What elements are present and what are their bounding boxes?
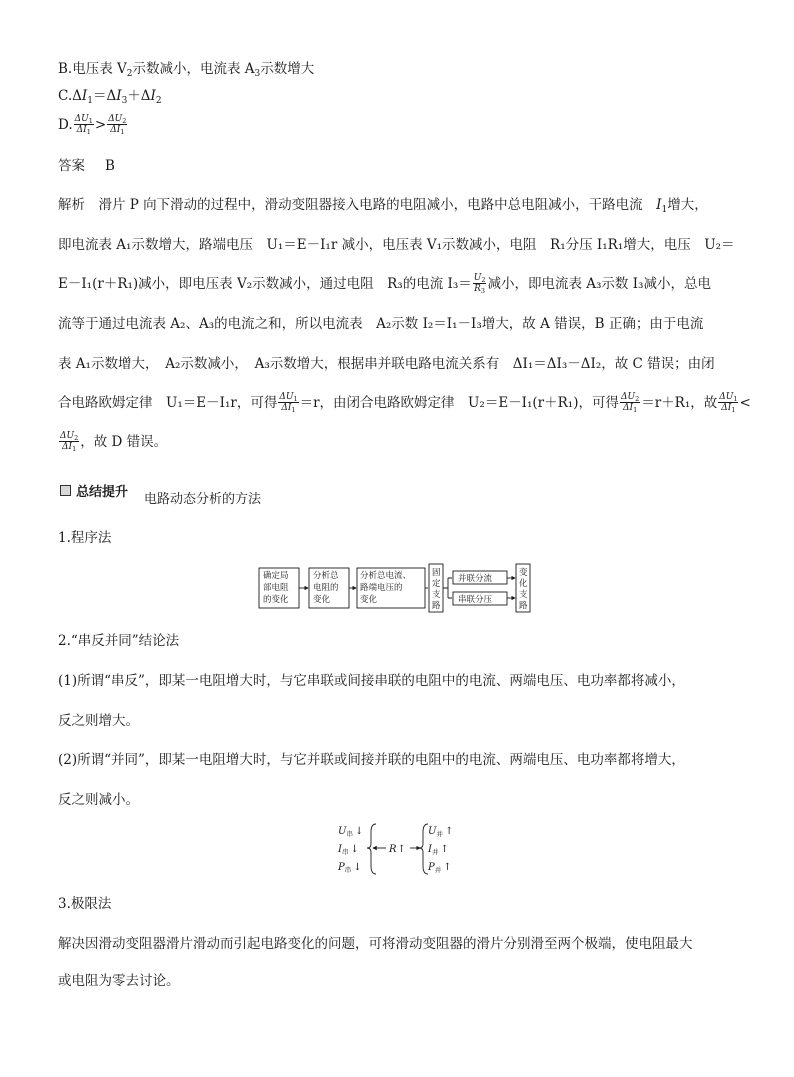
flow-box-4-char-2: 定 xyxy=(432,579,441,589)
fraction: $\frac{\Delta U_1}{\Delta I_1}$ xyxy=(719,392,738,414)
svg-text:P串↓ xyxy=(337,862,362,874)
subscript: 3 xyxy=(254,69,261,79)
svg-text:R↑ xyxy=(388,844,406,855)
option-b xyxy=(58,59,314,79)
right-sub-1: 并 xyxy=(436,830,443,838)
up-arrow-icon: ↑ xyxy=(444,826,454,837)
option-b-text: 示数减小，电流表 A xyxy=(132,61,255,77)
option-c-label: C.Δ xyxy=(58,88,82,104)
analysis-line-4: 流等于通过电流表 A₂、A₃的电流之和，所以电流表 A₂示数 I₂＝I₁－I₃增大，故 A 错误，B 正确；由于电流 xyxy=(58,316,704,332)
right-var-3: P xyxy=(428,862,435,873)
down-arrow-icon: ↓ xyxy=(354,826,364,837)
flow-box-1-line-1: 确定局 xyxy=(263,571,289,581)
svg-text:I串↓ xyxy=(337,844,359,856)
flow-box-7-char-2: 化 xyxy=(519,579,528,589)
flow-box-1-line-2: 部电阻 xyxy=(263,583,289,593)
flow-box-2-line-2: 电阻的 xyxy=(313,583,339,593)
svg-text:P并↑ xyxy=(427,862,452,874)
var: I xyxy=(116,88,122,104)
left-sub-2: 串 xyxy=(341,848,349,856)
down-arrow-icon: ↓ xyxy=(353,862,362,873)
up-arrow-icon: ↑ xyxy=(443,862,452,873)
option-d xyxy=(58,115,128,136)
option-c xyxy=(58,86,162,106)
fraction: $\frac{U_2}{R_3}$ xyxy=(473,273,486,295)
flow-box-6-label: 串联分压 xyxy=(458,595,493,605)
analysis-line-6: 合电路欧姆定律 U₁＝E－I₁r，可得 $\frac{\Delta U_1}{\Delta I_1}$ ＝r，由闭合电路欧姆定律 U₂＝E－I₁(r＋R₁)，可得 $\frac{\Delta U_2}{\Delta I_1}$ ＝r＋R₁，故 $\frac{\Delta U_1}{\Delta I_1}$ < xyxy=(58,392,751,414)
svg-text:U串↓ xyxy=(338,826,363,838)
left-brace xyxy=(367,824,376,874)
flow-box-3-line-1: 分析总电流、 xyxy=(360,571,412,581)
right-var-1: U xyxy=(428,826,437,837)
fraction: $\frac{\Delta U_2}{\Delta I_1}$ xyxy=(620,392,640,414)
svg-text:U并↑ xyxy=(428,826,453,838)
right-sub-2: 并 xyxy=(431,848,439,856)
left-var-1: U xyxy=(338,826,347,837)
flow-box-4-char-3: 支 xyxy=(432,590,441,600)
analysis-line-5: 表 A₁示数增大， A₂示数减小， A₃示数增大，根据串并联电路电流关系有 ΔI₁＝ΔI₃－ΔI₂，故 C 错误；由闭 xyxy=(58,356,715,372)
svg-text:I并↑ xyxy=(427,844,449,856)
square-bullet-icon xyxy=(60,485,71,496)
right-sub-3: 并 xyxy=(434,866,442,874)
up-arrow-icon: ↑ xyxy=(440,844,449,855)
left-var-2: I xyxy=(338,844,342,855)
subscript: 2 xyxy=(155,96,162,106)
var: I xyxy=(81,88,88,104)
answer-value: B xyxy=(105,158,115,174)
method-1-heading: 1.程序法 xyxy=(58,530,112,546)
left-sub-1: 串 xyxy=(346,830,353,838)
flow-box-1-line-3: 的变化 xyxy=(263,595,289,605)
subscript: 2 xyxy=(126,69,133,79)
method-3-para-b: 或电阻为零去讨论。 xyxy=(58,973,180,989)
flow-box-3-line-3: 变化 xyxy=(360,595,378,605)
var: I xyxy=(150,88,156,104)
series-parallel-rule-diagram xyxy=(336,820,466,878)
subscript: 1 xyxy=(87,96,93,106)
flow-box-7-char-1: 变 xyxy=(519,568,528,578)
flow-box-3-line-2: 路端电压的 xyxy=(360,583,403,593)
flow-box-7-char-4: 路 xyxy=(519,601,528,611)
flow-box-5-label: 并联分流 xyxy=(458,574,493,584)
summary-subtitle: 电路动态分析的方法 xyxy=(144,492,262,507)
up-arrow-icon: ↑ xyxy=(397,844,406,855)
option-b-text: B.电压表 V xyxy=(58,61,127,77)
analysis-line-7: $\frac{\Delta U_2}{\Delta I_1}$ ，故 D 错误。 xyxy=(60,431,168,453)
down-arrow-icon: ↓ xyxy=(350,844,359,855)
answer-label: 答案 xyxy=(58,158,85,174)
method-2-para-1: (1)所谓“串反”，即某一电阻增大时，与它串联或间接串联的电阻中的电流、两端电压、电功率都将减小， xyxy=(58,673,685,689)
flow-box-4-char-4: 路 xyxy=(432,601,441,611)
analysis-line-1: 解析 滑片 P 向下滑动的过程中，滑动变阻器接入电路的电阻减小，电路中总电阻减小，干路电流 $I_1$增大， xyxy=(58,197,708,215)
flow-box-4-char-1: 固 xyxy=(432,568,441,578)
method-2-heading: 2.“串反并同”结论法 xyxy=(58,633,180,649)
method-2-para-2b: 反之则减小。 xyxy=(58,792,139,808)
flow-box-7-char-3: 支 xyxy=(519,590,528,600)
fraction: $\frac{\Delta U_1}{\Delta I_1}$ xyxy=(74,114,93,136)
method-2-para-2: (2)所谓“并同”，即某一电阻增大时，与它并联或间接并联的电阻中的电流、两端电压、电功率都将增大， xyxy=(58,752,685,768)
answer xyxy=(58,156,115,176)
left-sub-3: 串 xyxy=(344,866,352,874)
operator: ＋Δ xyxy=(127,88,151,104)
right-var-2: I xyxy=(428,844,432,855)
left-var-3: P xyxy=(338,862,345,873)
procedure-flow-diagram xyxy=(258,562,548,614)
method-3-para: 解决因滑动变阻器滑片滑动而引起电路变化的问题，可将滑动变阻器的滑片分别滑至两个极端，使电阻最大 xyxy=(58,936,693,952)
operator: ＝Δ xyxy=(92,88,117,104)
center-var: R xyxy=(389,844,397,855)
subscript: 3 xyxy=(121,96,128,106)
option-d-label: D. xyxy=(58,117,73,133)
option-b-text: 示数增大 xyxy=(260,61,315,77)
summary-title: 总结提升 xyxy=(60,481,128,500)
method-2-para-1b: 反之则增大。 xyxy=(58,713,139,729)
flow-box-2-line-3: 变化 xyxy=(313,595,331,605)
fraction: $\frac{\Delta U_2}{\Delta I_1}$ xyxy=(108,114,127,136)
operator: > xyxy=(94,117,107,133)
fraction: $\frac{\Delta U_1}{\Delta I_1}$ xyxy=(279,392,298,414)
analysis-line-2: 即电流表 A₁示数增大，路端电压 U₁＝E－I₁r 减小，电压表 V₁示数减小，电阻 R₁分压 I₁R₁增大，电压 U₂＝ xyxy=(58,237,735,253)
analysis-line-3: E－I₁(r＋R₁)减小，即电压表 V₂示数减小，通过电阻 R₃的电流 I₃＝ $\frac{U_2}{R_3}$ 减小，即电流表 A₃示数 I₃减小，总电 xyxy=(58,273,711,295)
method-3-heading: 3.极限法 xyxy=(58,896,112,912)
fraction: $\frac{\Delta U_2}{\Delta I_1}$ xyxy=(60,431,79,453)
right-brace xyxy=(419,824,428,874)
flow-box-2-line-1: 分析总 xyxy=(313,571,339,581)
